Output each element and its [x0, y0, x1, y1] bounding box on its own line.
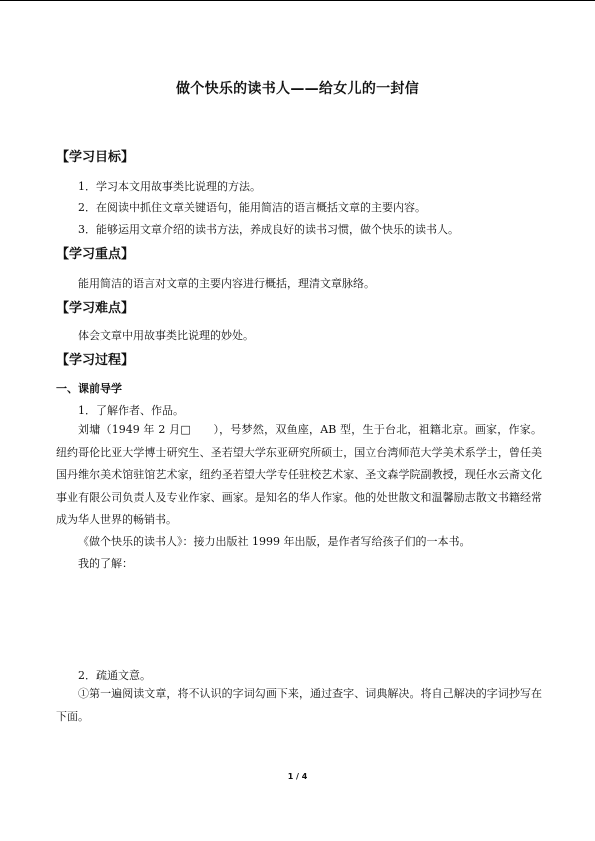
objective-item-2: 2．在阅读中抓住文章关键语句，能用简洁的语言概括文章的主要内容。 — [78, 201, 426, 214]
process-heading: 【学习过程】 — [56, 353, 135, 368]
document-title: 做个快乐的读书人——给女儿的一封信 — [175, 81, 420, 97]
difficulty-heading: 【学习难点】 — [56, 301, 135, 316]
difficulty-text: 体会文章中用故事类比说理的妙处。 — [78, 329, 254, 342]
keypoint-text: 能用简洁的语言对文章的主要内容进行概括，理清文章脉络。 — [78, 277, 375, 290]
objective-item-3: 3．能够运用文章介绍的读书方法，养成良好的读书习惯，做个快乐的读书人。 — [78, 223, 459, 236]
author-bio-paragraph: 刘墉（1949 年 2 月□ ），号梦然，双鱼座，AB 型，生于台北，祖籍北京。画家，作家。纽约哥伦比亚大学博士研究生、圣若望大学东亚研究所硕士，国立台湾师范大学美术系学士，曾任美国丹维尔美术馆驻馆艺术家，纽约圣若望大学专任驻校艺术家、圣文森学院副教授，现任水云斋文化事业有限公司负责人及专业作家、画家。是知名的华人作家。他的处世散文和温馨励志散文书籍经常成为华人世界的畅销书。 — [56, 423, 542, 527]
step-2-task: ①第一遍阅读文章，将不认识的字词勾画下来，通过查字、词典解决。将自己解决的字词抄写在下面。 — [56, 687, 542, 723]
section-pre-class-guide: 一、课前导学 — [56, 382, 122, 395]
step-2-label: 2．疏通文意。 — [78, 669, 151, 682]
keypoint-heading: 【学习重点】 — [56, 247, 135, 262]
step-1-label: 1．了解作者、作品。 — [78, 404, 184, 417]
book-info: 《做个快乐的读书人》：接力出版社 1999 年出版，是作者写给孩子们的一本书。 — [78, 535, 471, 548]
my-understanding-label: 我的了解： — [78, 557, 133, 570]
objective-item-1: 1．学习本文用故事类比说理的方法。 — [78, 180, 261, 193]
page-number: 1 / 4 — [287, 772, 308, 781]
objectives-heading: 【学习目标】 — [56, 150, 135, 165]
